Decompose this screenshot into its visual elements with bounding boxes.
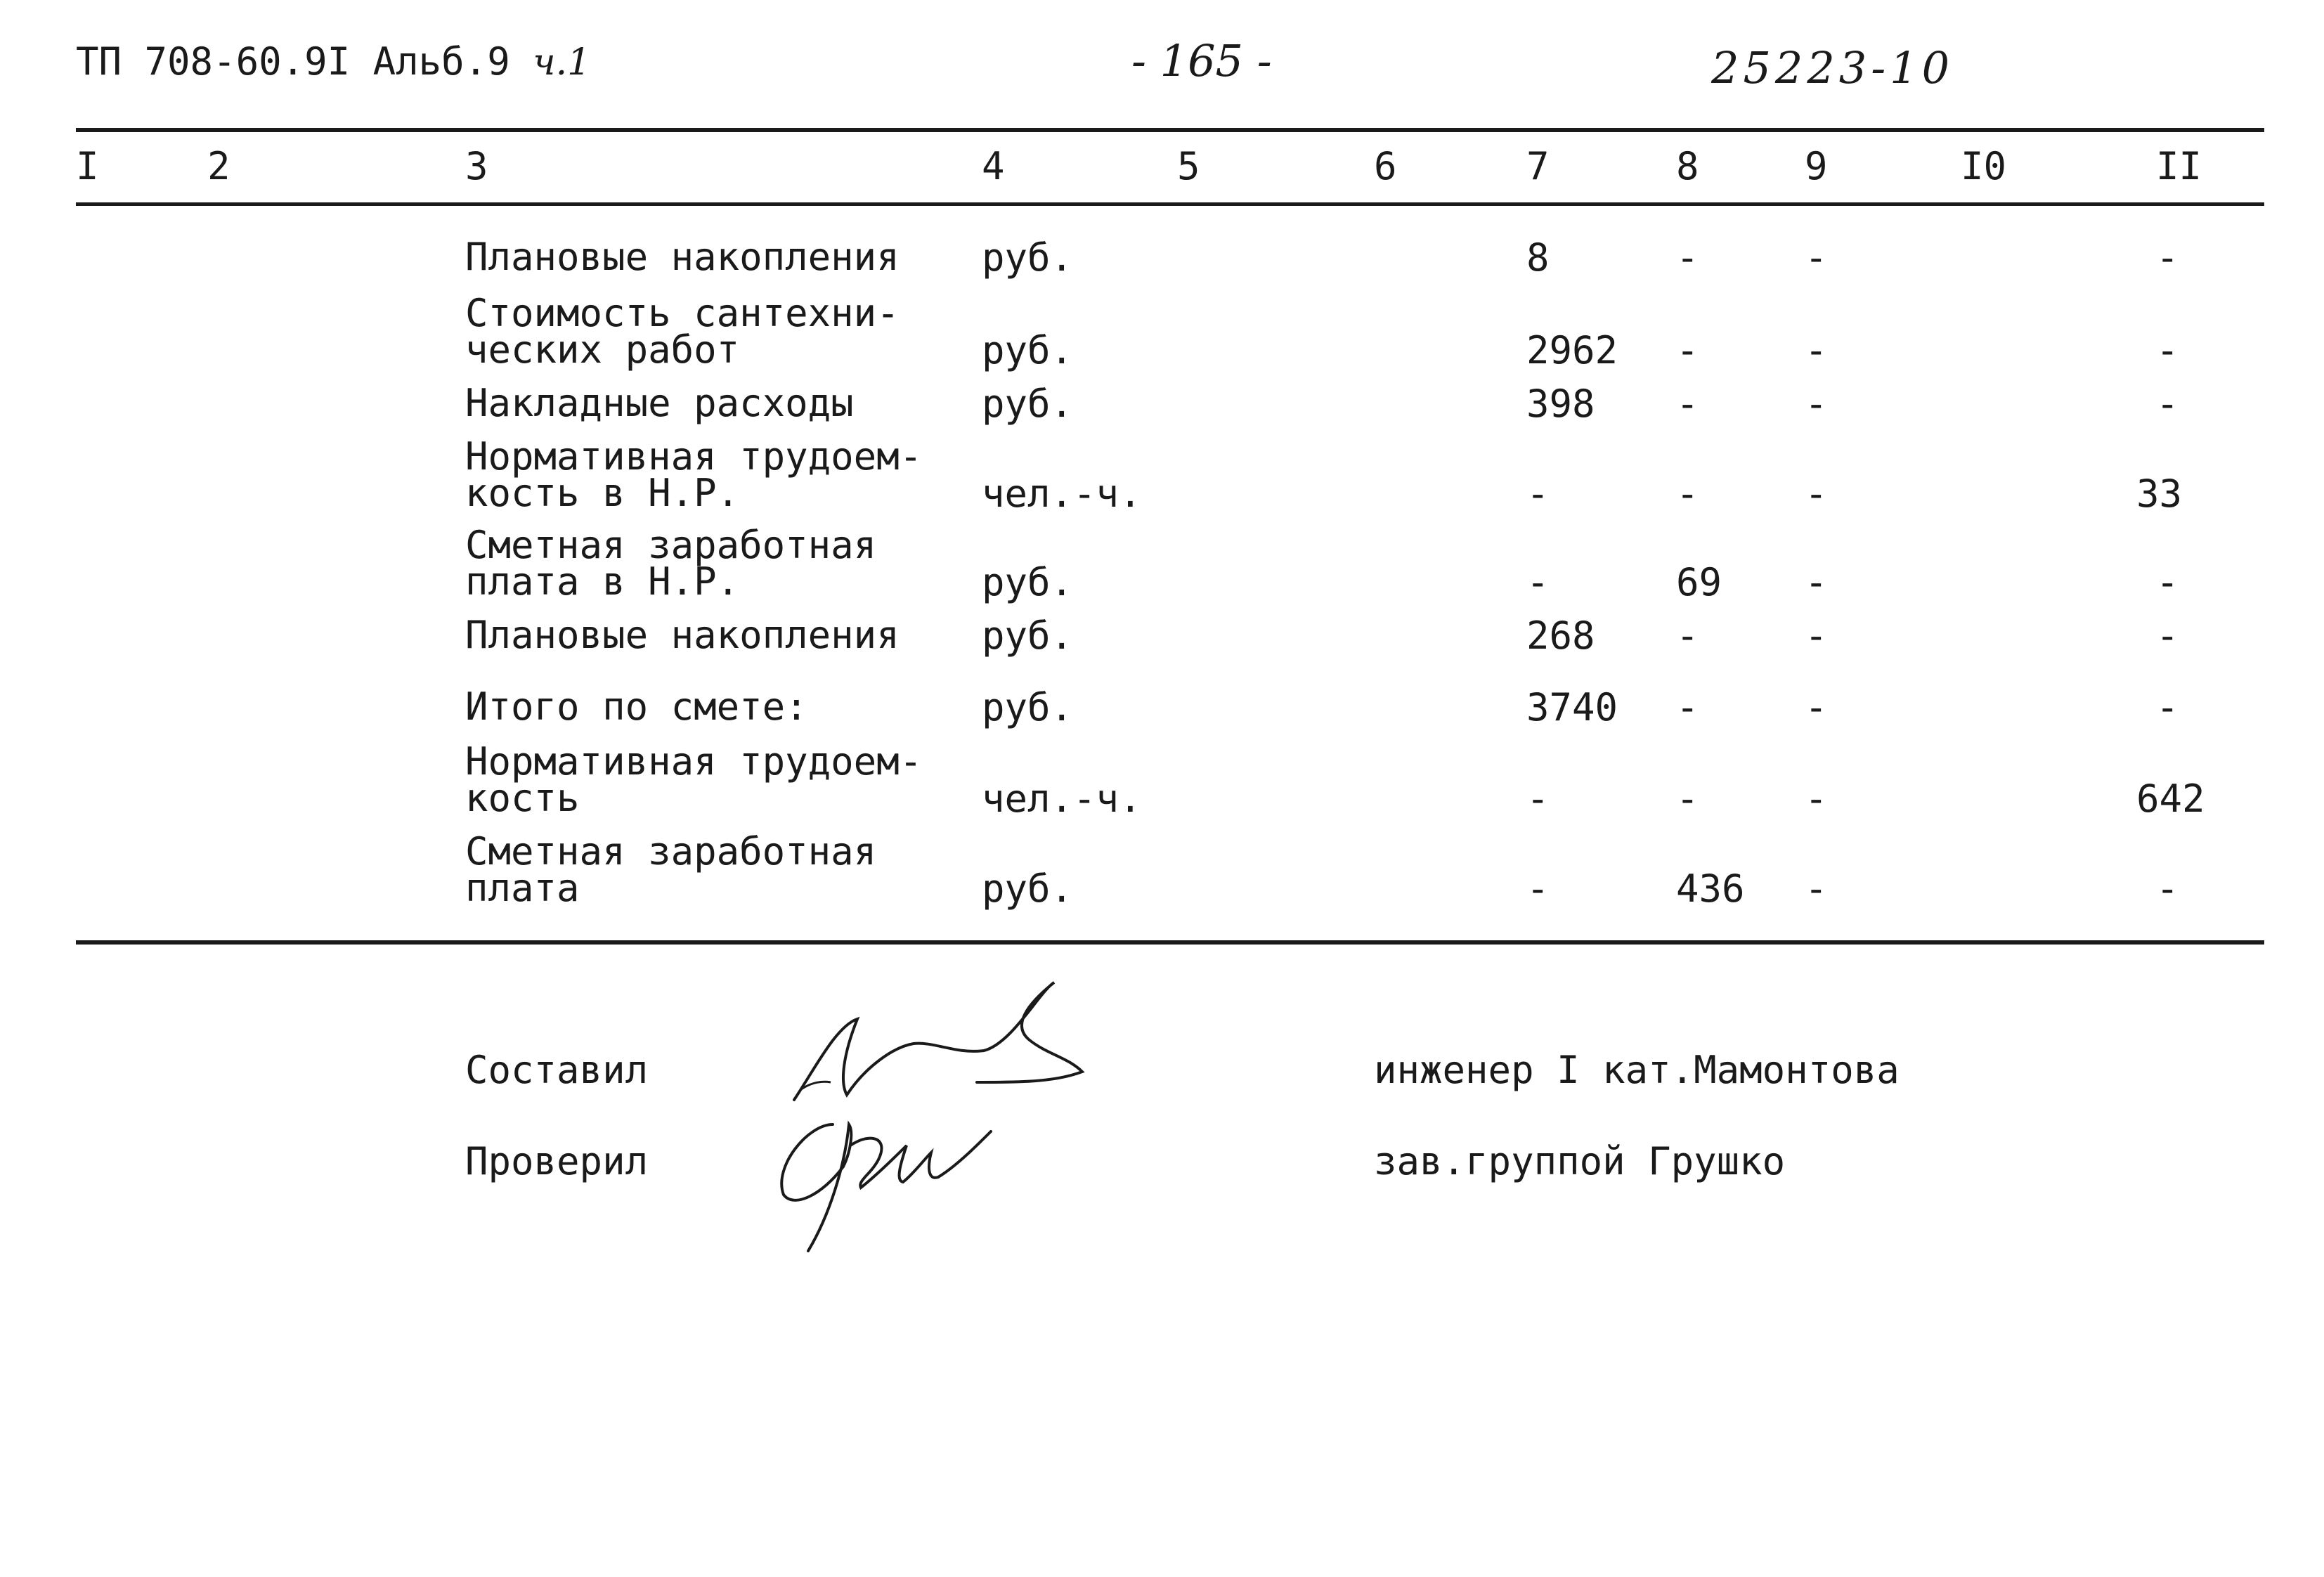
row-name: Сметная заработная плата: [465, 829, 877, 910]
column-header: 6: [1374, 144, 1397, 188]
row-col11: 642: [2136, 777, 2205, 821]
row-col11: 33: [2136, 472, 2183, 516]
row-unit: чел.-ч.: [982, 777, 1142, 821]
row-unit: руб.: [982, 235, 1074, 280]
row-name: Стоимость сантехни- ческих работ: [465, 291, 900, 372]
column-header: 4: [982, 144, 1005, 188]
signature-checked: [766, 1103, 1019, 1258]
row-col7: -: [1526, 472, 1550, 516]
document-reference: ТП 708-60.9I Альб.9 ч.1: [76, 39, 591, 84]
checked-label: Проверил: [465, 1139, 649, 1183]
row-col7: 3740: [1526, 685, 1618, 729]
row-col9: -: [1805, 472, 1828, 516]
row-col7: 8: [1526, 235, 1550, 280]
column-header: 9: [1805, 144, 1828, 188]
header-bottom-rule: [76, 202, 2264, 206]
compiled-label: Составил: [465, 1048, 649, 1092]
row-unit: руб.: [982, 560, 1074, 604]
row-col9: -: [1805, 560, 1828, 604]
row-col8: -: [1676, 472, 1699, 516]
row-col7: 2962: [1526, 328, 1618, 372]
row-unit: чел.-ч.: [982, 472, 1142, 516]
column-header: I0: [1961, 144, 2007, 188]
column-header: 5: [1177, 144, 1200, 188]
row-col11: -: [2156, 560, 2179, 604]
row-col8: 69: [1676, 560, 1722, 604]
row-name-total: Итого по смете:: [465, 684, 808, 729]
part-number-handwritten: ч.1: [533, 41, 591, 84]
row-unit: руб.: [982, 867, 1074, 911]
row-col7: -: [1526, 777, 1550, 821]
column-header: 8: [1676, 144, 1699, 188]
table-top-rule: [76, 128, 2264, 132]
row-name: Плановые накопления: [465, 235, 900, 279]
column-header: 7: [1526, 144, 1550, 188]
row-unit: руб.: [982, 382, 1074, 426]
row-col9: -: [1805, 382, 1828, 426]
column-header: 2: [207, 144, 231, 188]
row-col11: -: [2156, 382, 2179, 426]
column-header: I: [76, 144, 99, 188]
row-col7: 398: [1526, 382, 1595, 426]
row-col11: -: [2156, 235, 2179, 280]
row-col7: 268: [1526, 614, 1595, 658]
row-col9: -: [1805, 235, 1828, 280]
row-unit: руб.: [982, 685, 1074, 729]
compiled-by: инженер I кат.Мамонтова: [1374, 1048, 1900, 1092]
row-col9: -: [1805, 777, 1828, 821]
row-name: Сметная заработная плата в Н.Р.: [465, 523, 877, 604]
column-header: 3: [465, 144, 488, 188]
column-header: II: [2156, 144, 2202, 188]
table-bottom-rule: [76, 940, 2264, 945]
row-col9: -: [1805, 614, 1828, 658]
row-col11: -: [2156, 614, 2179, 658]
row-col9: -: [1805, 328, 1828, 372]
row-col8: -: [1676, 614, 1699, 658]
page-number: - 165 -: [1131, 35, 1272, 86]
row-col9: -: [1805, 867, 1828, 911]
row-col8: 436: [1676, 867, 1745, 911]
row-col8: -: [1676, 328, 1699, 372]
row-col11: -: [2156, 328, 2179, 372]
row-col8: -: [1676, 235, 1699, 280]
row-col11: -: [2156, 867, 2179, 911]
archive-number: 25223-10: [1711, 42, 1954, 93]
row-col11: -: [2156, 685, 2179, 729]
row-col7: -: [1526, 867, 1550, 911]
row-col8: -: [1676, 685, 1699, 729]
row-name: Нормативная трудоем- кость: [465, 739, 923, 820]
row-col9: -: [1805, 685, 1828, 729]
signature-compiled: [773, 977, 1096, 1117]
row-name: Накладные расходы: [465, 381, 854, 425]
row-name: Нормативная трудоем- кость в Н.Р.: [465, 434, 923, 515]
row-col8: -: [1676, 777, 1699, 821]
row-col8: -: [1676, 382, 1699, 426]
row-unit: руб.: [982, 614, 1074, 658]
row-col7: -: [1526, 560, 1550, 604]
row-name: Плановые накопления: [465, 613, 900, 657]
checked-by: зав.группой Грушко: [1374, 1139, 1786, 1183]
row-unit: руб.: [982, 328, 1074, 372]
